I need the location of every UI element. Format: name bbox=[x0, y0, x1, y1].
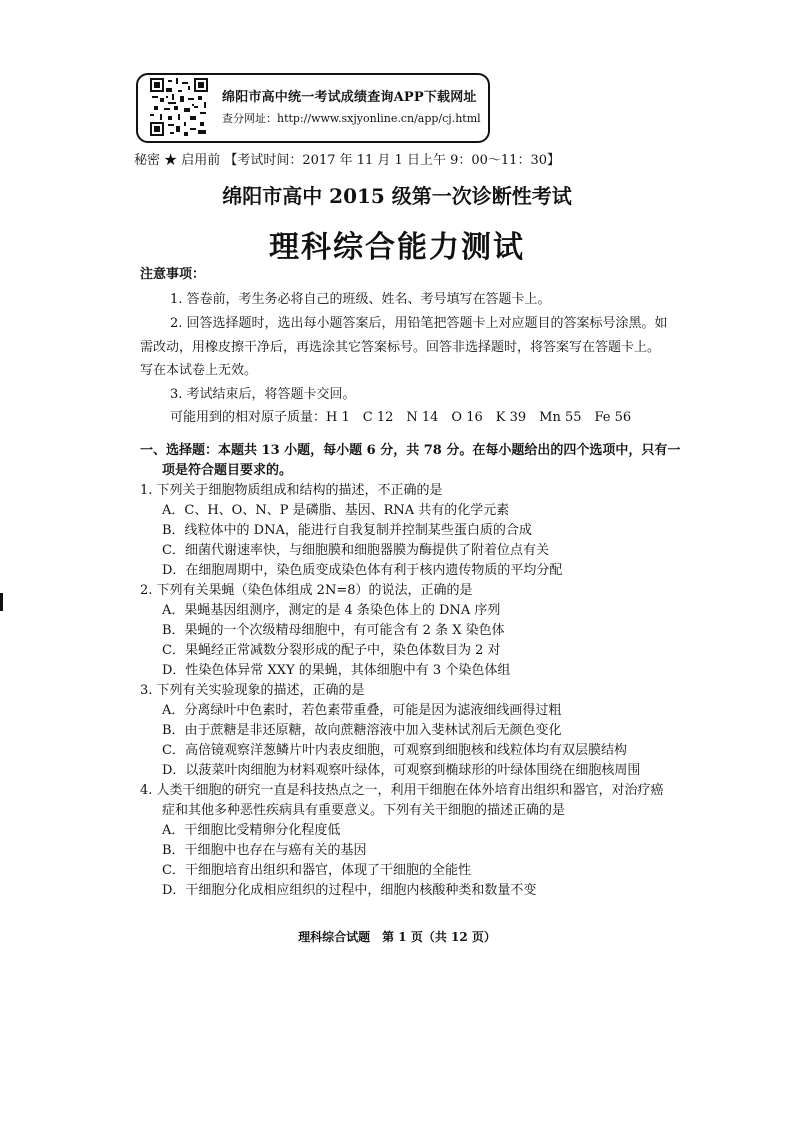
qr-code-icon[interactable] bbox=[150, 78, 208, 136]
section-heading: 一、选择题：本题共 13 小题，每小题 6 分，共 78 分。在每小题给出的四个选项中，只有一 bbox=[140, 443, 681, 458]
option-a: A．分离绿叶中色素时，若色素带重叠，可能是因为滤液细线画得过粗 bbox=[162, 703, 562, 718]
option-c: C．细菌代谢速率快，与细胞膜和细胞器膜为酶提供了附着位点有关 bbox=[162, 543, 549, 558]
exam-title: 绵阳市高中 2015 级第一次诊断性考试 bbox=[222, 184, 572, 208]
notice-heading: 注意事项： bbox=[140, 267, 206, 282]
option-b: B．干细胞中也存在与癌有关的基因 bbox=[162, 843, 367, 858]
exam-time-info: 秘密 ★ 启用前 【考试时间：2017 年 11 月 1 日上午 9：00～11：30】 bbox=[134, 153, 560, 168]
option-d: D．性染色体异常 XXY 的果蝇，其体细胞中有 3 个染色体组 bbox=[162, 663, 511, 678]
notice-line: 需改动，用橡皮擦干净后，再选涂其它答案标号。回答非选择题时，将答案写在答题卡上。 bbox=[140, 340, 661, 355]
question-stem: 1. 下列关于细胞物质组成和结构的描述，不正确的是 bbox=[140, 483, 443, 498]
option-a: A．干细胞比受精卵分化程度低 bbox=[162, 823, 341, 838]
option-d: D．以菠菜叶肉细胞为材料观察叶绿体，可观察到椭球形的叶绿体围绕在细胞核周围 bbox=[162, 763, 641, 778]
notice-line: 1. 答卷前，考生务必将自己的班级、姓名、考号填写在答题卡上。 bbox=[170, 292, 551, 307]
option-a: A．果蝇基因组测序，测定的是 4 条染色体上的 DNA 序列 bbox=[162, 603, 501, 618]
question-stem: 2. 下列有关果蝇（染色体组成 2N=8）的说法，正确的是 bbox=[140, 583, 473, 598]
app-download-title: 绵阳市高中统一考试成绩查询APP下载网址 bbox=[222, 90, 477, 105]
option-c: C．高倍镜观察洋葱鳞片叶内表皮细胞，可观察到细胞核和线粒体均有双层膜结构 bbox=[162, 743, 627, 758]
question-stem-cont: 症和其他多种恶性疾病具有重要意义。下列有关干细胞的描述正确的是 bbox=[162, 803, 566, 818]
question-stem: 4. 人类干细胞的研究一直是科技热点之一，利用干细胞在体外培育出组织和器官，对治疗癌 bbox=[140, 783, 664, 798]
notice-line: 3. 考试结束后，将答题卡交回。 bbox=[170, 387, 356, 402]
option-c: C．果蝇经正常减数分裂形成的配子中，染色体数目为 2 对 bbox=[162, 643, 501, 658]
option-b: B．由于蔗糖是非还原糖，故向蔗糖溶液中加入斐林试剂后无颜色变化 bbox=[162, 723, 562, 738]
question-stem: 3. 下列有关实验现象的描述，正确的是 bbox=[140, 683, 365, 698]
atomic-mass-line: 可能用到的相对原子质量：H 1 C 12 N 14 O 16 K 39 Mn 55 Fe 56 bbox=[170, 410, 632, 425]
option-d: D．干细胞分化成相应组织的过程中，细胞内核酸种类和数量不变 bbox=[162, 883, 537, 898]
option-a: A．C、H、O、N、P 是磷脂、基因、RNA 共有的化学元素 bbox=[162, 503, 510, 518]
exam-subject-title: 理科综合能力测试 bbox=[269, 230, 525, 265]
option-c: C．干细胞培育出组织和器官，体现了干细胞的全能性 bbox=[162, 863, 471, 878]
section-heading-cont: 项是符合题目要求的。 bbox=[162, 463, 293, 478]
score-query-url[interactable]: 查分网址：http://www.sxjyonline.cn/app/cj.html bbox=[222, 112, 481, 125]
notice-line: 写在本试卷上无效。 bbox=[140, 363, 258, 378]
notice-line: 2. 回答选择题时，选出每小题答案后，用铅笔把答题卡上对应题目的答案标号涂黑。如 bbox=[170, 316, 668, 331]
page-footer: 理科综合试题 第 1 页（共 12 页） bbox=[298, 930, 496, 944]
option-d: D．在细胞周期中，染色质变成染色体有利于核内遗传物质的平均分配 bbox=[162, 563, 563, 578]
scan-edge-mark bbox=[0, 593, 3, 611]
option-b: B．线粒体中的 DNA，能进行自我复制并控制某些蛋白质的合成 bbox=[162, 523, 532, 538]
option-b: B．果蝇的一个次级精母细胞中，有可能含有 2 条 X 染色体 bbox=[162, 623, 505, 638]
